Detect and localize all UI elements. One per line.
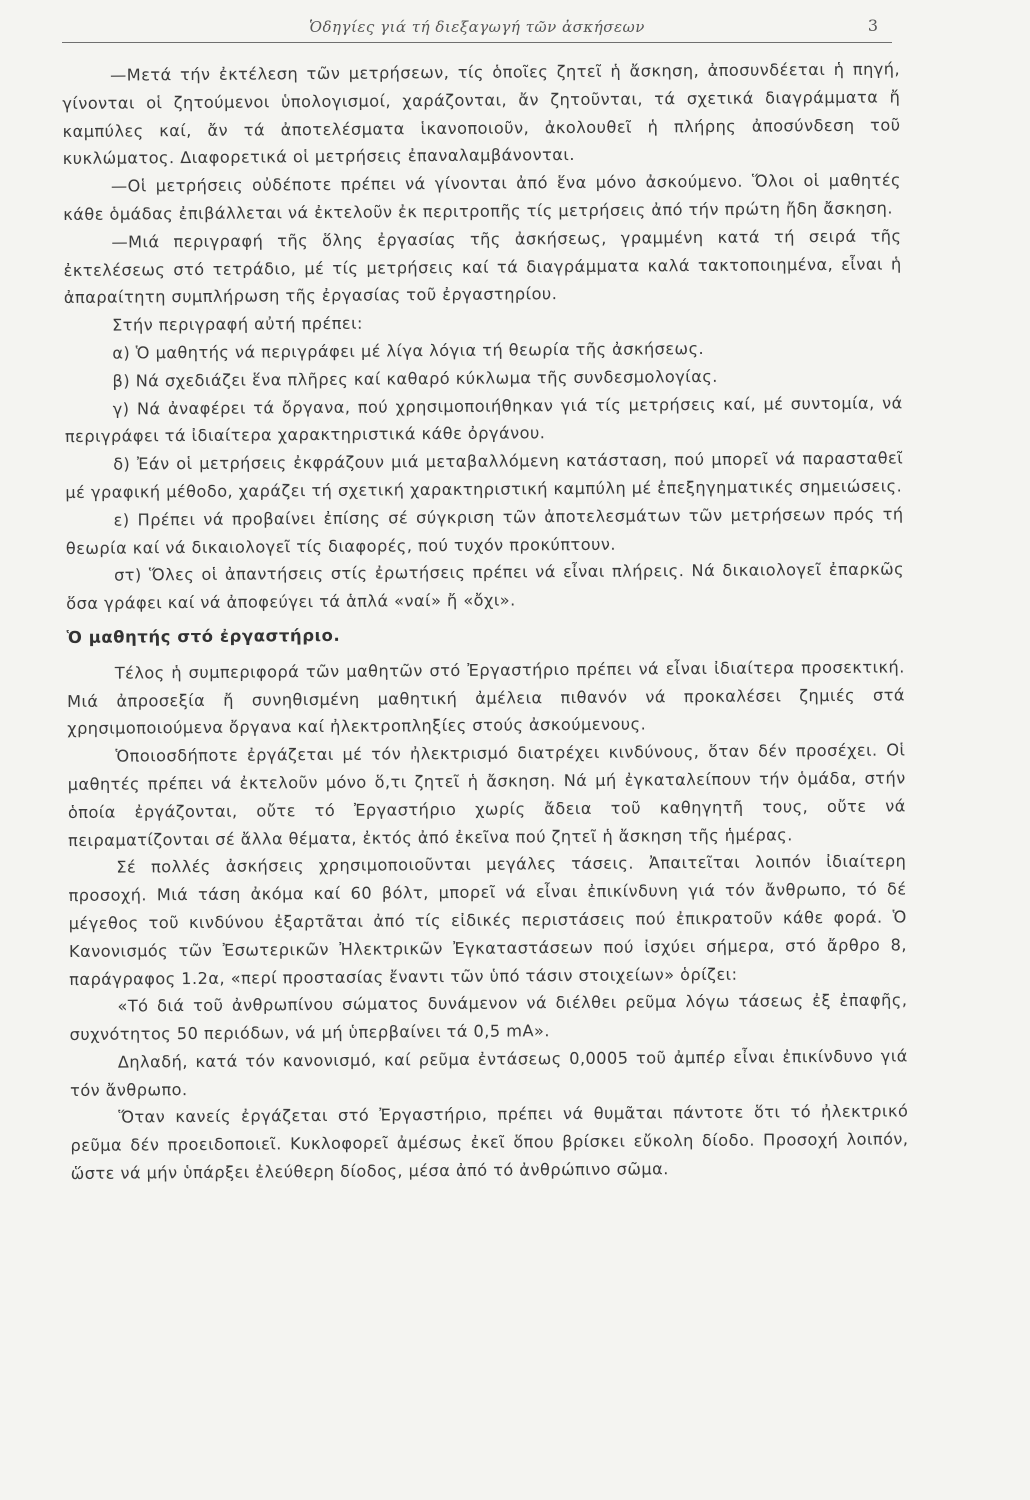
list-item-c: γ) Νά ἀναφέρει τά ὄργανα, πού χρησιμοποιήθηκαν γιά τίς μετρήσεις καί, μέ συντομία, νά περιγράφει τά ἰδιαίτερα χαρακτηριστικά κάθε ὀργάνου.: [64, 392, 903, 447]
body-text: [62, 55, 909, 1187]
paragraph-warning: Ὅταν κανείς ἐργάζεται στό Ἐργαστήριο, πρέπει νά θυμᾶται πάντοτε ὅτι τό ἠλεκτρικό ρεῦμα δέν προειδοποιεῖ. Κυκλοφορεῖ ἀμέσως ἐκεῖ ὅπου βρίσκει εὔκολη δίοδο. Προσοχή λοιπόν, ὥστε νά μήν ὑπάρξει ἐλεύθερη δίοδος, μέσα ἀπό τό ἀνθρώπινο σῶμα.: [70, 1101, 909, 1184]
list-item-d: δ) Ἐάν οἱ μετρήσεις ἐκφράζουν μιά μεταβαλλόμενη κατάσταση, πού μπορεῖ νά παρασταθεῖ μέ γραφική μέθοδο, χαράζει τή σχετική χαρακτηριστική καμπύλη μέ ἐπεξηγηματικές σημειώσεις.: [65, 448, 904, 502]
list-item-b: β) Νά σχεδιάζει ἕνα πλῆρες καί καθαρό κύκλωμα τῆς συνδεσμολογίας.: [112, 366, 718, 391]
paragraph-behavior: Τέλος ἡ συμπεριφορά τῶν μαθητῶν στό Ἐργαστήριο πρέπει νά εἶναι ἰδιαίτερα προσεκτική. Μιά ἀπροσεξία ἤ συνηθισμένη μαθητική ἀμέλεια πιθανόν νά προκαλέσει ζημιές στά χρησιμοποιούμενα ὄργανα καί ἠλεκτροπληξίες στούς ἀσκούμενους.: [66, 657, 906, 739]
page-number: 3: [867, 16, 878, 35]
paragraph-report-description: —Μιά περιγραφή τῆς ὅλης ἐργασίας τῆς ἀσκήσεως, γραμμένη κατά τή σειρά τῆς ἐκτελέσεως στό τετράδιο, μέ τίς μετρήσεις καί τά διαγράμματα καλά τακτοποιημένα, εἶναι ἡ ἀπαραίτητη συμπλήρωση τῆς ἐργασίας τοῦ ἐργαστηρίου.: [63, 226, 902, 308]
list-item-e: ε) Πρέπει νά προβαίνει ἐπίσης σέ σύγκριση τῶν ἀποτελεσμάτων τῶν μετρήσεων πρός τή θεωρία καί νά δικαιολογεῖ τίς διαφορές, πού τυχόν προκύπτουν.: [65, 504, 904, 558]
paragraph-dangers: Ὁποιοσδήποτε ἐργάζεται μέ τόν ἠλεκτρισμό διατρέχει κινδύνους, ὅταν δέν προσέχει. Οἱ μαθητές πρέπει νά ἐκτελοῦν μόνο ὅ,τι ζητεῖ ἡ ἄσκηση. Νά μή ἐγκαταλείπουν τήν ὁμάδα, στήν ὁποία ἐργάζονται, οὔτε τό Ἐργαστήριο χωρίς ἄδεια τοῦ καθηγητῆ τους, οὔτε νά πειραματίζονται σέ ἄλλα θέματα, ἐκτός ἀπό ἐκεῖνα πού ζητεῖ ἡ ἄσκηση τῆς ἡμέρας.: [67, 740, 906, 850]
section-heading: Ὁ μαθητής στό ἐργαστήριο.: [66, 625, 341, 647]
paragraph-high-voltage: Σέ πολλές ἀσκήσεις χρησιμοποιοῦνται μεγάλες τάσεις. Ἀπαιτεῖται λοιπόν ἰδιαίτερη προσοχή. Μιά τάση ἀκόμα καί 60 βόλτ, μπορεῖ νά εἶναι ἐπικίνδυνη γιά τόν ἄνθρωπο, τό δέ μέγεθος τοῦ κινδύνου ἐξαρτᾶται ἀπό τίς εἰδικές περιστάσεις πού ἐπικρατοῦν κάθε φορά. Ὁ Κανονισμός τῶν Ἐσωτερικῶν Ἠλεκτρικῶν Ἐγκαταστάσεων πού ἰσχύει σήμερα, στό ἄρθρο 8, παράγραφος 1.2α, «περί προστασίας ἔναντι τῶν ὑπό τάσιν στοιχείων» ὁρίζει:: [68, 851, 908, 989]
list-item-a: α) Ὁ μαθητής νά περιγράφει μέ λίγα λόγια τή θεωρία τῆς ἀσκήσεως.: [112, 338, 705, 363]
paragraph-measurements-procedure: —Μετά τήν ἐκτέλεση τῶν μετρήσεων, τίς ὁποῖες ζητεῖ ἡ ἄσκηση, ἀποσυνδέεται ἡ πηγή, γίνονται οἱ ζητούμενοι ὑπολογισμοί, χαράζονται, ἄν ζητοῦνται, τά σχετικά διαγράμματα ἤ καμπύλες καί, ἄν τά ἀποτελέσματα ἱκανοποιοῦν, ἀκολουθεῖ ἡ πλήρης ἀποσύνδεση τοῦ κυκλώματος. Διαφορετικά οἱ μετρήσεις ἐπαναλαμβάνονται.: [62, 59, 901, 169]
paragraph-regulation-quote: «Τό διά τοῦ ἀνθρωπίνου σώματος δυνάμενον νά διέλθει ρεῦμα λόγω τάσεως ἐξ ἐπαφῆς, συχνότητος 50 περιόδων, νά μή ὑπερβαίνει τά 0,5 mA».: [69, 990, 908, 1045]
list-item-st: στ) Ὅλες οἱ ἀπαντήσεις στίς ἐρωτήσεις πρέπει νά εἶναι πλήρεις. Νά δικαιολογεῖ ἐπαρκῶς ὅσα γράφει καί νά ἀποφεύγει τά ἁπλά «ναί» ἤ «ὄχι».: [66, 559, 905, 614]
page-header: [62, 8, 892, 43]
paragraph-measurements-rotation: —Οἱ μετρήσεις οὐδέποτε πρέπει νά γίνονται ἀπό ἕνα μόνο ἀσκούμενο. Ὅλοι οἱ μαθητές κάθε ὁμάδας ἐπιβάλλεται νά ἐκτελοῦν ἐκ περιτροπῆς τίς μετρήσεις ἀπό τήν πρώτη ἤδη ἄσκηση.: [63, 170, 902, 224]
paragraph-report-intro: Στήν περιγραφή αὐτή πρέπει:: [111, 313, 363, 335]
running-title: Ὁδηγίες γιά τή διεξαγωγή τῶν ἀσκήσεων: [309, 18, 645, 36]
paragraph-current-limit: Δηλαδή, κατά τόν κανονισμό, καί ρεῦμα ἐντάσεως 0,0005 τοῦ ἀμπέρ εἶναι ἐπικίνδυνο γιά τόν ἄνθρωπο.: [70, 1046, 908, 1100]
